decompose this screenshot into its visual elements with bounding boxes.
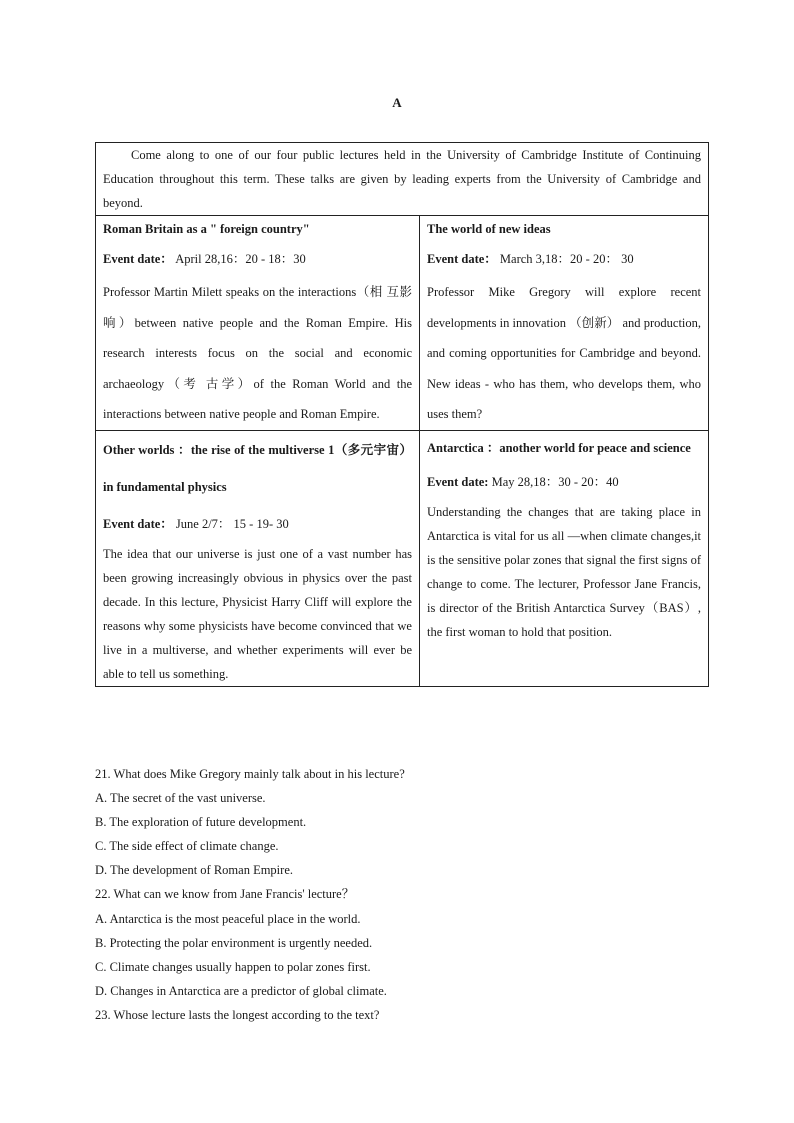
lecture-cell-roman-britain [96,216,420,431]
lecture-description: Professor Martin Milett speaks on the interactions（相 互影响）between native people and the Roman Empire. His research interests focus on the social and economic archaeology（考 古学）of the Roman World and the interactions between native people and Roman Empire. [103,285,412,421]
section-letter: A [392,95,402,110]
lecture-title: The world of new ideas [427,222,551,236]
intro-row [96,143,709,216]
event-date [427,470,701,494]
option-22-a: A. Antarctica is the most peaceful place in the world. [95,911,361,926]
event-date-label: Event date： [103,252,173,266]
option-21-b: B. The exploration of future development. [95,815,307,830]
lecture-description: Understanding the changes that are taking place in Antarctica is vital for us all —when climate changes,it is the sensitive polar zones that signal the first signs of change to come. The lecturer, Professor Jane Francis, is director of the British Antarctica Survey（BAS）, the first woman to hold that position. [427,504,702,639]
lecture-title: Roman Britain as a " foreign country" [103,222,310,236]
question-list [95,762,708,1027]
event-date [103,512,412,536]
lecture-title: Other worlds ：the rise of the multiverse 1（多元宇宙）in fundamental physics [103,442,412,494]
event-date-value: June 2/7： 15 - 19- 30 [172,516,289,531]
option-22-d: D. Changes in Antarctica are a predictor of global climate. [95,983,387,998]
event-date-value: May 28,18：30 - 20：40 [488,474,619,489]
lecture-cell-other-worlds [96,430,420,686]
lecture-table [95,142,709,687]
event-date-value: April 28,16：20 - 18：30 [172,252,306,266]
lecture-description: The idea that our universe is just one of a vast number has been growing increasingly obvious in physics over the past decade. In this lecture, Physicist Harry Cliff will explore the reasons why some physicists have become convinced that we live in a multiverse, and whether experiments will ever be able to tell us something. [103,546,412,681]
option-21-a: A. The secret of the vast universe. [95,791,266,806]
event-date-label: Event date： [427,252,497,266]
event-date-label: Event date: [427,474,489,489]
question-21: 21. What does Mike Gregory mainly talk about in his lecture? [95,767,405,781]
question-22: 22. What can we know from Jane Francis' lecture？ [95,887,355,902]
lecture-row-2 [96,430,709,686]
event-date [427,247,701,271]
lecture-cell-new-ideas [420,216,709,431]
event-date-label: Event date： [103,516,173,531]
lecture-row-1 [96,216,709,431]
event-date-value: March 3,18：20 - 20： 30 [496,252,634,266]
event-date [103,247,412,271]
option-22-c: C. Climate changes usually happen to polar zones first. [95,959,371,974]
lecture-cell-antarctica [420,430,709,686]
intro-text: Come along to one of our four public lectures held in the University of Cambridge Institute of Continuing Education throughout this term. These talks are given by leading experts from the University of Cambridge and beyond. [96,143,709,216]
option-21-d: D. The development of Roman Empire. [95,863,293,878]
lecture-title: Antarctica ：another world for peace and science [427,440,691,455]
lecture-description: Professor Mike Gregory will explore recent developments in innovation （创新） and production, and coming opportunities for Cambridge and beyond. New ideas - who has them, who develops them, who uses them? [427,285,702,421]
option-22-b: B. Protecting the polar environment is urgently needed. [95,935,373,950]
question-23: 23. Whose lecture lasts the longest according to the text? [95,1007,380,1022]
option-21-c: C. The side effect of climate change. [95,839,279,854]
